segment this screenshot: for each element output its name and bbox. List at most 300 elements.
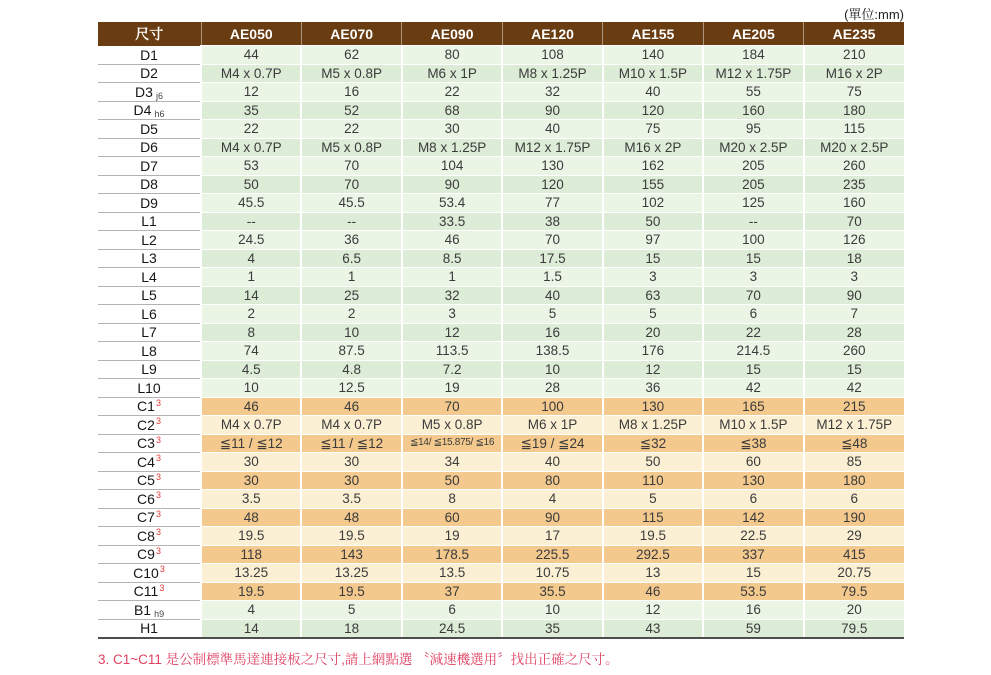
dimension-cell: 50 [603, 453, 703, 472]
dimension-cell: 36 [603, 379, 703, 398]
footnote-marker: 3 [155, 453, 161, 464]
dimension-cell: M4 x 0.7P [201, 64, 301, 83]
dimension-cell: 18 [804, 249, 904, 268]
table-row [98, 508, 904, 527]
dimension-cell: 80 [502, 471, 602, 490]
dimension-cell: 25 [301, 286, 401, 305]
table-row [98, 490, 904, 509]
dimension-cell: 180 [804, 471, 904, 490]
dimension-cell: -- [201, 212, 301, 231]
dimension-cell: 20 [804, 601, 904, 620]
dimension-cell: M12 x 1.75P [502, 138, 602, 157]
dimension-cell: 40 [502, 453, 602, 472]
dimension-cell: 10 [502, 601, 602, 620]
dimension-cell: 130 [703, 471, 803, 490]
dimension-cell: 46 [301, 397, 401, 416]
dimension-cell: 12 [603, 601, 703, 620]
dimension-cell: 90 [502, 101, 602, 120]
dimension-cell: 13.25 [301, 564, 401, 583]
dimension-cell: 176 [603, 342, 703, 361]
dimension-cell: 205 [703, 157, 803, 176]
dimension-cell: 20 [603, 323, 703, 342]
dimension-cell: 6.5 [301, 249, 401, 268]
dimension-cell: 63 [603, 286, 703, 305]
dimension-cell: M4 x 0.7P [201, 416, 301, 435]
table-row [98, 46, 904, 65]
dimension-cell: M12 x 1.75P [703, 64, 803, 83]
dimension-cell: 19.5 [301, 582, 401, 601]
dimension-cell: 68 [402, 101, 502, 120]
dimension-cell: 5 [603, 305, 703, 324]
dimension-cell: 15 [703, 360, 803, 379]
dimension-cell: 14 [201, 619, 301, 638]
row-label: L4 [98, 268, 201, 287]
dimension-cell: 8 [402, 490, 502, 509]
dimension-cell: 22 [301, 120, 401, 139]
dimension-cell: M16 x 2P [804, 64, 904, 83]
table-row [98, 138, 904, 157]
dimension-cell: 140 [603, 46, 703, 65]
dimension-cell: 205 [703, 175, 803, 194]
dimension-cell: 292.5 [603, 545, 703, 564]
dimension-cell: 2 [301, 305, 401, 324]
table-row [98, 601, 904, 620]
table-row [98, 619, 904, 638]
table-row [98, 545, 904, 564]
dimension-cell: 28 [804, 323, 904, 342]
size-column-header: 尺寸 [98, 22, 201, 46]
footnote: 3. C1~C11 是公制標準馬達連接板之尺寸,請上網點選 〝減速機選用〞找出正確之尺寸。 [98, 652, 619, 667]
footnote-marker: 3 [155, 545, 161, 556]
dimension-cell: ≦19 / ≦24 [502, 434, 602, 453]
dimension-cell: 35 [201, 101, 301, 120]
dimension-cell: 36 [301, 231, 401, 250]
row-label: D5 [98, 120, 201, 139]
row-label: L10 [98, 379, 201, 398]
dimension-cell: 4 [201, 249, 301, 268]
dimension-cell: 70 [703, 286, 803, 305]
dimension-cell: 75 [804, 83, 904, 102]
dimension-cell: 260 [804, 342, 904, 361]
dimension-cell: 53 [201, 157, 301, 176]
dimension-cell: 1.5 [502, 268, 602, 287]
dimension-cell: 70 [804, 212, 904, 231]
row-label: $C5^3$ [98, 471, 201, 490]
dimension-cell: 115 [603, 508, 703, 527]
row-label: D1 [98, 46, 201, 65]
dimension-cell: 104 [402, 157, 502, 176]
table-row [98, 231, 904, 250]
dimension-cell: 102 [603, 194, 703, 213]
footnote-marker: 3 [155, 397, 161, 408]
dimension-cell: 15 [804, 360, 904, 379]
dimension-cell: 28 [502, 379, 602, 398]
table-row [98, 564, 904, 583]
dimension-cell: 70 [301, 175, 401, 194]
footnote-marker: 3 [155, 490, 161, 501]
dimension-cell: M12 x 1.75P [804, 416, 904, 435]
dimension-cell: 110 [603, 471, 703, 490]
row-label: L1 [98, 212, 201, 231]
table-row [98, 120, 904, 139]
dimension-cell: 120 [603, 101, 703, 120]
row-label: D6 [98, 138, 201, 157]
dimension-cell: 70 [402, 397, 502, 416]
row-label: L8 [98, 342, 201, 361]
row-label: D8 [98, 175, 201, 194]
dimension-cell: 415 [804, 545, 904, 564]
dimension-cell: M5 x 0.8P [402, 416, 502, 435]
footnote-marker: 3 [155, 508, 161, 519]
dimension-cell: 184 [703, 46, 803, 65]
dimension-cell: 100 [502, 397, 602, 416]
model-column-header: AE070 [301, 22, 401, 46]
dimension-cell: 44 [201, 46, 301, 65]
dimension-cell: 52 [301, 101, 401, 120]
dimension-cell: 15 [703, 564, 803, 583]
dimension-cell: 17.5 [502, 249, 602, 268]
dimension-cell: 2 [201, 305, 301, 324]
dimension-cell: 55 [703, 83, 803, 102]
dimension-cell: 130 [502, 157, 602, 176]
dimension-cell: 100 [703, 231, 803, 250]
header-row [98, 22, 904, 46]
dimension-cell: 1 [402, 268, 502, 287]
dimension-cell: -- [703, 212, 803, 231]
row-label: L9 [98, 360, 201, 379]
dimension-cell: 180 [804, 101, 904, 120]
dimension-cell: 90 [402, 175, 502, 194]
dimension-cell: 3 [603, 268, 703, 287]
dimension-cell: 37 [402, 582, 502, 601]
dimension-cell: 5 [603, 490, 703, 509]
dimension-cell: 143 [301, 545, 401, 564]
dimension-cell: 50 [603, 212, 703, 231]
dimension-cell: M6 x 1P [502, 416, 602, 435]
row-label: $C10^3$ [98, 564, 201, 583]
dimension-cell: 80 [402, 46, 502, 65]
dimension-cell: 48 [201, 508, 301, 527]
table-row [98, 471, 904, 490]
footnote-marker: 3 [155, 434, 161, 445]
dimension-cell: 6 [402, 601, 502, 620]
table-row [98, 305, 904, 324]
dimension-cell: M5 x 0.8P [301, 138, 401, 157]
model-column-header: AE050 [201, 22, 301, 46]
dimension-cell: 50 [201, 175, 301, 194]
model-column-header: AE205 [703, 22, 803, 46]
dimension-cell: M20 x 2.5P [804, 138, 904, 157]
dimension-cell: 19.5 [201, 527, 301, 546]
dimension-cell: 24.5 [402, 619, 502, 638]
dimension-cell: 79.5 [804, 582, 904, 601]
dimension-cell: 10 [502, 360, 602, 379]
dimension-cell: 7.2 [402, 360, 502, 379]
table-row [98, 434, 904, 453]
row-label: $C2^3$ [98, 416, 201, 435]
footnote-marker: 3 [155, 471, 161, 482]
dimension-cell: 210 [804, 46, 904, 65]
dimension-cell: 79.5 [804, 619, 904, 638]
dimension-cell: M4 x 0.7P [301, 416, 401, 435]
dimension-cell: 118 [201, 545, 301, 564]
dimension-cell: 62 [301, 46, 401, 65]
dimension-cell: 120 [502, 175, 602, 194]
dimension-cell: 90 [804, 286, 904, 305]
dimension-cell: 32 [502, 83, 602, 102]
table-row [98, 249, 904, 268]
footnote-marker: 3 [155, 527, 161, 538]
dimension-cell: 29 [804, 527, 904, 546]
dimension-cell: 74 [201, 342, 301, 361]
dimension-cell: 3 [804, 268, 904, 287]
dimension-cell: 214.5 [703, 342, 803, 361]
dimension-cell: 24.5 [201, 231, 301, 250]
dimension-cell: 225.5 [502, 545, 602, 564]
dimension-cell: 8 [201, 323, 301, 342]
dimension-cell: 35 [502, 619, 602, 638]
tolerance-class: j6 [155, 90, 163, 101]
dimension-cell: 6 [804, 490, 904, 509]
model-column-header: AE120 [502, 22, 602, 46]
dimension-cell: 3 [703, 268, 803, 287]
row-label: $C9^3$ [98, 545, 201, 564]
dimension-cell: 4 [502, 490, 602, 509]
dimension-cell: 59 [703, 619, 803, 638]
dimension-cell: ≦32 [603, 434, 703, 453]
dimension-cell: 10 [201, 379, 301, 398]
dimension-cell: 235 [804, 175, 904, 194]
dimension-cell: 20.75 [804, 564, 904, 583]
dimension-cell: 77 [502, 194, 602, 213]
table-row [98, 582, 904, 601]
dimension-cell: 16 [301, 83, 401, 102]
dimension-cell: 50 [402, 471, 502, 490]
dimension-cell: 22 [703, 323, 803, 342]
dimension-cell: 7 [804, 305, 904, 324]
dimension-cell: 13 [603, 564, 703, 583]
dimension-cell: 30 [402, 120, 502, 139]
dimension-cell: 142 [703, 508, 803, 527]
table-row [98, 194, 904, 213]
dimension-cell: M16 x 2P [603, 138, 703, 157]
dimension-cell: 35.5 [502, 582, 602, 601]
dimension-cell: 3.5 [301, 490, 401, 509]
dimension-cell: 10 [301, 323, 401, 342]
dimension-cell: 4.5 [201, 360, 301, 379]
row-label: $C4^3$ [98, 453, 201, 472]
dimension-cell: ≦48 [804, 434, 904, 453]
dimension-cell: 6 [703, 490, 803, 509]
dimensions-table [98, 22, 904, 639]
dimension-cell: 126 [804, 231, 904, 250]
dimension-cell: 45.5 [301, 194, 401, 213]
dimension-cell: 22 [201, 120, 301, 139]
row-label: B1 $_{h9}$ [98, 601, 201, 620]
model-column-header: AE090 [402, 22, 502, 46]
dimension-cell: 30 [201, 453, 301, 472]
row-label: L3 [98, 249, 201, 268]
dimension-cell: 19.5 [201, 582, 301, 601]
footnote-marker: 3 [155, 416, 161, 427]
row-label: D2 [98, 64, 201, 83]
dimension-cell: M10 x 1.5P [603, 64, 703, 83]
dimension-cell: 155 [603, 175, 703, 194]
dimension-cell: 18 [301, 619, 401, 638]
table-row [98, 286, 904, 305]
dimension-cell: 30 [201, 471, 301, 490]
dimension-cell: 15 [703, 249, 803, 268]
dimension-cell: 5 [502, 305, 602, 324]
dimension-cell: 32 [402, 286, 502, 305]
dimension-cell: 190 [804, 508, 904, 527]
row-label: L2 [98, 231, 201, 250]
table-row [98, 157, 904, 176]
tolerance-class: h9 [154, 608, 165, 619]
dimension-cell: 215 [804, 397, 904, 416]
dimension-cell: 53.5 [703, 582, 803, 601]
dimension-cell: 30 [301, 471, 401, 490]
dimension-cell: 15 [603, 249, 703, 268]
dimension-cell: 5 [301, 601, 401, 620]
table-row [98, 83, 904, 102]
model-column-header: AE155 [603, 22, 703, 46]
dimension-cell: 4.8 [301, 360, 401, 379]
dimension-cell: 70 [301, 157, 401, 176]
dimension-cell: 113.5 [402, 342, 502, 361]
row-label: L6 [98, 305, 201, 324]
table-row [98, 453, 904, 472]
row-label: $C7^3$ [98, 508, 201, 527]
dimension-cell: 10.75 [502, 564, 602, 583]
dimension-cell: 43 [603, 619, 703, 638]
dimension-cell: 115 [804, 120, 904, 139]
row-label: D7 [98, 157, 201, 176]
dimension-cell: 40 [502, 286, 602, 305]
dimension-cell: 125 [703, 194, 803, 213]
row-label: L5 [98, 286, 201, 305]
dimension-cell: 46 [201, 397, 301, 416]
dimension-cell: 108 [502, 46, 602, 65]
dimension-cell: ≦11 / ≦12 [301, 434, 401, 453]
dimension-cell: 22 [402, 83, 502, 102]
dimension-cell: 42 [804, 379, 904, 398]
row-label: L7 [98, 323, 201, 342]
dimension-cell: 70 [502, 231, 602, 250]
dimension-cell: 4 [201, 601, 301, 620]
dimension-cell: 34 [402, 453, 502, 472]
dimension-cell: 3.5 [201, 490, 301, 509]
dimension-cell: M8 x 1.25P [502, 64, 602, 83]
table-row [98, 101, 904, 120]
dimension-cell: 165 [703, 397, 803, 416]
dimension-cell: 46 [603, 582, 703, 601]
dimension-cell: ≦38 [703, 434, 803, 453]
dimension-cell: 8.5 [402, 249, 502, 268]
dimension-cell: 260 [804, 157, 904, 176]
dimension-cell: 130 [603, 397, 703, 416]
dimension-cell: 60 [402, 508, 502, 527]
dimension-cell: M8 x 1.25P [402, 138, 502, 157]
row-label: D3 $_{j6}$ [98, 83, 201, 102]
dimension-cell: 40 [502, 120, 602, 139]
dimension-cell: 17 [502, 527, 602, 546]
dimension-cell: M4 x 0.7P [201, 138, 301, 157]
row-label: $C8^3$ [98, 527, 201, 546]
table-row [98, 527, 904, 546]
dimension-cell: ≦14/ ≦15.875/ ≦16 [402, 434, 502, 453]
table-row [98, 175, 904, 194]
dimension-cell: M20 x 2.5P [703, 138, 803, 157]
dimension-cell: ≦11 / ≦12 [201, 434, 301, 453]
table-row [98, 360, 904, 379]
dimension-cell: 13.5 [402, 564, 502, 583]
dimension-cell: 12 [603, 360, 703, 379]
dimension-cell: 46 [402, 231, 502, 250]
table-header [98, 22, 904, 46]
table-row [98, 379, 904, 398]
table-row [98, 64, 904, 83]
dimension-cell: 160 [703, 101, 803, 120]
unit-label: (單位:mm) [844, 7, 904, 22]
dimension-cell: 1 [201, 268, 301, 287]
row-label: $C6^3$ [98, 490, 201, 509]
dimension-cell: 48 [301, 508, 401, 527]
tolerance-class: h6 [154, 109, 165, 120]
dimension-cell: 38 [502, 212, 602, 231]
dimension-cell: 22.5 [703, 527, 803, 546]
footnote-marker: 3 [159, 564, 165, 575]
dimension-cell: 53.4 [402, 194, 502, 213]
dimension-cell: 12 [402, 323, 502, 342]
row-label: H1 [98, 619, 201, 638]
dimension-cell: 45.5 [201, 194, 301, 213]
dimension-cell: 14 [201, 286, 301, 305]
model-column-header: AE235 [804, 22, 904, 46]
dimension-cell: 87.5 [301, 342, 401, 361]
table-row [98, 323, 904, 342]
dimension-cell: 138.5 [502, 342, 602, 361]
row-label: D4 $_{h6}$ [98, 101, 201, 120]
table-row [98, 416, 904, 435]
dimension-cell: 19 [402, 527, 502, 546]
dimension-cell: 30 [301, 453, 401, 472]
dimension-cell: M6 x 1P [402, 64, 502, 83]
dimension-cell: 13.25 [201, 564, 301, 583]
dimension-cell: 19.5 [301, 527, 401, 546]
dimension-cell: 97 [603, 231, 703, 250]
dimension-cell: 42 [703, 379, 803, 398]
dimension-cell: 337 [703, 545, 803, 564]
row-label: $C1^3$ [98, 397, 201, 416]
dimension-cell: 85 [804, 453, 904, 472]
dimension-cell: 12.5 [301, 379, 401, 398]
dimension-cell: 16 [502, 323, 602, 342]
dimension-cell: M5 x 0.8P [301, 64, 401, 83]
dimension-cell: M10 x 1.5P [703, 416, 803, 435]
row-label: D9 [98, 194, 201, 213]
dimension-cell: 40 [603, 83, 703, 102]
dimension-cell: 33.5 [402, 212, 502, 231]
dimension-cell: 3 [402, 305, 502, 324]
dimension-cell: 19 [402, 379, 502, 398]
table-row [98, 268, 904, 287]
dimension-cell: 95 [703, 120, 803, 139]
table-row [98, 397, 904, 416]
dimension-cell: 6 [703, 305, 803, 324]
dimension-cell: 1 [301, 268, 401, 287]
dimension-cell: 178.5 [402, 545, 502, 564]
